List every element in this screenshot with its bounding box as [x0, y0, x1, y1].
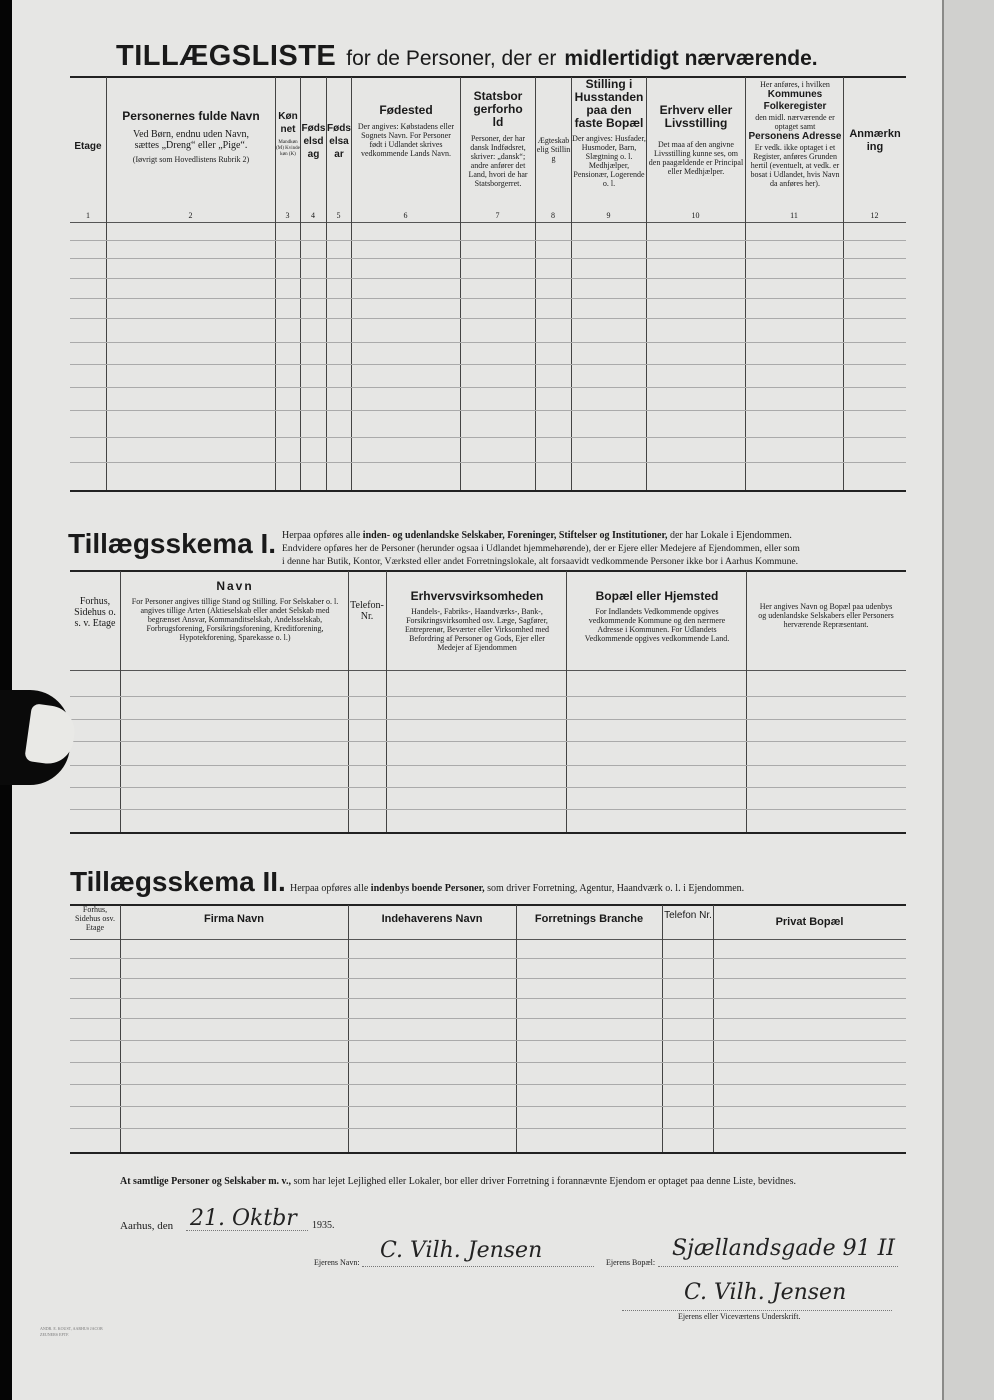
owner-handwritten: C. Vilh. Jensen — [380, 1238, 543, 1263]
col-num-9: 9 — [606, 211, 611, 220]
header-navn-title: Personernes fulde Navn — [122, 109, 260, 123]
skema1-line2: Endvidere opføres her de Personer (herunder ogsaa i Udlandet hjemmehørende), der er Ejere eller Medejere af Ejendommen, eller som — [282, 543, 800, 554]
skema1-title: Tillægsskema I. — [68, 528, 277, 559]
header-erhverv — [648, 104, 744, 176]
header-stilling-body: Der angives: Husfader, Husmoder, Barn, Slægtning o. l. Medhjælper, Pensionær, Logerende o. l. — [572, 134, 646, 188]
skema1-header-navn — [124, 580, 346, 642]
date-handwritten: 21. Oktbr — [190, 1206, 297, 1231]
skema2-header-etage: Forhus, Sidehus osv. Etage — [75, 905, 115, 932]
header-anmaerkning: Anmærkning — [849, 128, 901, 153]
skema2-intro-c: som driver Forretning, Agentur, Haandværk o. l. i Ejendommen. — [487, 883, 745, 894]
header-konnet-body: Mandkøn (M) Kvindekøn (K) — [276, 140, 300, 157]
signature-handwritten: C. Vilh. Jensen — [684, 1280, 847, 1305]
header-fodested-title: Fødested — [379, 103, 433, 117]
header-fodselsaar: Fødselsaar — [327, 123, 351, 160]
col-num-7: 7 — [495, 211, 500, 220]
skema1-header-bopael-title: Bopæl eller Hjemsted — [595, 589, 719, 603]
header-konnet-title: Kønnet — [278, 111, 298, 135]
header-erhverv-body: Det maa af den angivne Livsstilling kunne ses, om den paagældende er Principal eller Medhjælper. — [648, 140, 744, 176]
col-num-3: 3 — [285, 211, 290, 220]
place-label: Aarhus, den — [120, 1220, 174, 1232]
header-statsborger-body: Personer, der har dansk Indfødsret, skriver: „dansk“; andre anfører det Land, hvori de har Statsborgerret. — [468, 134, 528, 188]
skema2-header-indehaver: Indehaverens Navn — [381, 913, 483, 925]
year-label: 1935. — [312, 1220, 335, 1231]
header-navn-body: Ved Børn, endnu uden Navn, sættes „Dreng“ eller „Pige“. — [132, 129, 250, 151]
col-num-11: 11 — [790, 211, 798, 220]
header-folkeregister-body: Er vedk. ikke optaget i et Register, anføres Grunden hertil (eventuelt, at vedk. er bosat i Udlandet, hvis Navn da anføres her). — [750, 143, 840, 188]
header-statsborger — [462, 90, 534, 188]
declaration — [120, 1176, 910, 1187]
declaration-a: At samtlige Personer og Selskaber m. v., — [120, 1176, 292, 1187]
header-navn-note: (Iøvrigt som Hovedlistens Rubrik 2) — [132, 155, 250, 164]
owner-label: Ejerens Navn: — [314, 1258, 360, 1267]
skema1-intro-c: der har Lokale i Ejendommen. — [669, 530, 792, 541]
skema1-intro-b: inden- og udenlandske Selskaber, Foreninger, Stiftelser og Institutioner, — [362, 530, 668, 541]
skema2-title: Tillægsskema II. — [70, 866, 286, 897]
skema1-header-navn-title: Navn — [216, 579, 254, 593]
header-folkeregister-mid: den midl. nærværende er optaget samt — [755, 113, 835, 131]
col-num-10: 10 — [691, 211, 700, 220]
header-stilling — [572, 78, 646, 188]
header-stilling-title: Stilling i Husstanden paa den faste Bopæl — [574, 77, 644, 130]
title-rest: for de Personer, der er — [346, 47, 557, 70]
address-label: Ejerens Bopæl: — [606, 1258, 656, 1267]
header-folkeregister-title: Kommunes Folkeregister — [763, 89, 827, 112]
skema2-header-telefon: Telefon Nr. — [664, 910, 712, 921]
col-num-4: 4 — [311, 211, 315, 220]
header-konnet — [276, 110, 300, 158]
col-num-1: 1 — [86, 211, 90, 220]
address-handwritten: Sjællandsgade 91 II — [672, 1236, 895, 1261]
header-navn — [108, 110, 274, 164]
header-statsborger-title: Statsborgerforhold — [473, 89, 523, 129]
header-fodested — [353, 104, 459, 158]
skema1-header-etage: Forhus, Sidehus o. s. v. Etage — [74, 596, 116, 629]
col-num-12: 12 — [870, 211, 879, 220]
skema2-intro-a: Herpaa opføres alle — [290, 883, 369, 894]
header-fodested-body: Der angives: Købstadens eller Sognets Navn. For Personer født i Udlandet skrives vedkommende Lands Navn. — [357, 122, 455, 158]
skema2-intro — [290, 883, 744, 894]
skema2-intro-b: indenbys boende Personer, — [370, 883, 485, 894]
skema1-header-erhverv-body: Handels-, Fabriks-, Haandværks-, Bank-, Forsikringsvirksomhed osv. Læge, Sagfører, Entreprenør, Beværter eller Virksomhed med Befordring af Personer og Gods, Ejer eller Medejer af Ejendommen — [404, 607, 550, 652]
form-title — [116, 40, 818, 73]
skema1-header-navn-body: For Personer angives tillige Stand og Stilling. For Selskaber o. l. angives tillige Arten (Aktieselskab eller andet Selskab med begrænset Ansvar, Kommanditselskab, Andelsselskab, Forbrugsforening, Forsikringsforening, Kreditforening, Hypotekforening, Sparekasse o. l.) — [131, 597, 339, 642]
skema1-line3: i denne har Butik, Kontor, Værksted eller andet Forretningslokale, alt forsaavidt vedkommende Personer ikke bor i Aarhus Kommune. — [282, 556, 799, 567]
declaration-b: som har lejet Lejlighed eller Lokaler, bor eller driver Forretning i forannævnte Ejendom er optaget paa denne Liste, bevidnes. — [293, 1176, 796, 1187]
header-etage: Etage — [74, 141, 102, 152]
col-num-6: 6 — [403, 211, 408, 220]
header-fodselsdag: Fødselsdag — [301, 123, 326, 160]
signature-label: Ejerens eller Viceværtens Underskrift. — [678, 1312, 801, 1321]
title-bold: midlertidigt nærværende. — [564, 47, 818, 70]
header-folkeregister — [747, 80, 843, 188]
col-num-8: 8 — [551, 211, 555, 220]
skema1-header-repraesentant: Her angives Navn og Bopæl paa udenbys og udenlandske Selskabers eller Personers herværende Repræsentant. — [758, 602, 894, 629]
skema1-header-erhverv-title: Erhvervsvirksomheden — [410, 589, 544, 603]
title-main: TILLÆGSLISTE — [116, 40, 337, 72]
skema1-intro — [282, 529, 908, 568]
col-num-5: 5 — [336, 211, 341, 220]
header-folkeregister-title2: Personens Adresse — [748, 131, 842, 142]
skema1-intro-a: Herpaa opføres alle — [282, 530, 361, 541]
header-erhverv-title: Erhverv eller Livsstilling — [659, 103, 733, 130]
skema2-header-bopael: Privat Bopæl — [775, 916, 844, 928]
skema2-header-firma: Firma Navn — [204, 913, 264, 925]
skema1-header-bopael-body: For Indlandets Vedkommende opgives vedkommende Kommune og den nærmere Adresse i Kommunen. For Udlandets Vedkommende opgives vedkommende Land. — [584, 607, 730, 643]
header-folkeregister-top: Her anføres, i hvilken — [760, 80, 830, 89]
skema1-header-erhverv — [390, 590, 564, 652]
skema1-header-bopael — [570, 590, 744, 643]
skema2-header-branche: Forretnings Branche — [534, 913, 644, 925]
printer-mark: ANDR. E. KOUST, AARHUS JACOB ZEUNERS EFTF. — [40, 1326, 103, 1337]
skema1-header-telefon: Telefon-Nr. — [350, 600, 384, 622]
next-page-edge — [942, 0, 994, 1400]
col-num-2: 2 — [188, 211, 193, 220]
form-page — [12, 0, 942, 1400]
header-aegteskab: Ægteskabelig Stilling — [536, 136, 571, 163]
